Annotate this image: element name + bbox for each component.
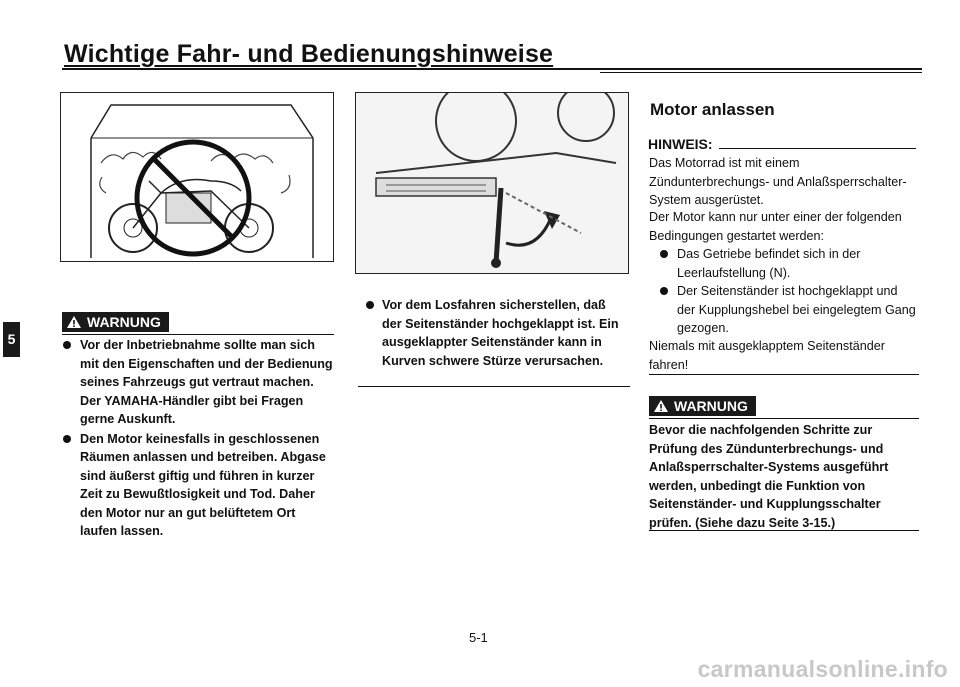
- left-warning-list: [60, 336, 335, 541]
- list-item: [358, 296, 628, 370]
- bullet-text: Vor dem Losfahren sicherstellen, daß der Seitenständer hochgeklappt ist. Ein ausgeklappter Seitenständer kann in Kurven schwere Stürze verursachen.: [382, 298, 619, 368]
- bullet-text: Vor der Inbetriebnahme sollte man sich mit den Eigenschaften und der Bedienung seines Fahrzeugs gut vertraut machen. Der YAMAHA-Händler gibt bei Fragen gerne Auskunft.: [80, 338, 333, 426]
- bullet-text: Das Getriebe befindet sich in der Leerlaufstellung (N).: [677, 247, 861, 280]
- warning-triangle-icon: [66, 315, 82, 329]
- chapter-tab: 5: [3, 322, 20, 357]
- header-rule-secondary: [600, 72, 922, 73]
- list-item: [60, 430, 335, 541]
- note-closing: Niemals mit ausgeklapptem Seitenständer fahren!: [649, 339, 885, 372]
- bullet-dot: [660, 287, 668, 295]
- warning-rule-right: [649, 418, 919, 419]
- closed-garage-illustration: [60, 92, 334, 262]
- section-title: Motor anlassen: [650, 100, 775, 119]
- side-stand-drawing: [356, 93, 628, 273]
- bullet-text: Der Seitenständer ist hochgeklappt und der Kupplungshebel bei eingelegtem Gang gezogen.: [677, 284, 916, 335]
- side-stand-illustration: [355, 92, 629, 274]
- warning-end-rule-right: [649, 530, 919, 531]
- list-item: [60, 336, 335, 429]
- note-heading: HINWEIS:: [648, 136, 713, 152]
- bullet-dot: [63, 435, 71, 443]
- bullet-dot: [366, 301, 374, 309]
- page-number: 5-1: [469, 630, 488, 645]
- watermark: carmanualsonline.info: [697, 656, 948, 682]
- motorcycle-garage-drawing: [61, 93, 333, 261]
- warning-badge-right: [649, 396, 756, 416]
- middle-end-rule: [358, 386, 630, 387]
- note-heading-row: [648, 136, 916, 152]
- warning-triangle-icon: [653, 399, 669, 413]
- list-item: [649, 245, 919, 282]
- note-condition: Der Motor kann nur unter einer der folgenden Bedingungen gestartet werden:: [649, 210, 902, 243]
- bullet-dot: [660, 250, 668, 258]
- page-title: Wichtige Fahr- und Bedienungshinweise: [64, 40, 554, 68]
- warning-label-right: WARNUNG: [674, 398, 748, 414]
- bullet-dot: [63, 341, 71, 349]
- note-heading-rule: [719, 148, 916, 149]
- warning-badge-left: [62, 312, 169, 332]
- middle-warning-list: [358, 296, 628, 370]
- note-end-rule: [649, 374, 919, 375]
- header-rule: [62, 68, 922, 70]
- note-intro: Das Motorrad ist mit einem Zündunterbrechungs- und Anlaßsperrschalter-System ausgerüstet.: [649, 156, 907, 207]
- note-condition-list: [649, 245, 919, 338]
- bullet-text: Den Motor keinesfalls in geschlossenen Räumen anlassen und betreiben. Abgase sind äußerst giftig und führen in kurzer Zeit zu Bewußtlosigkeit und Tod. Daher den Motor nur an gut belüftetem Ort laufen lassen.: [80, 431, 326, 538]
- warning-text-right: Bevor die nachfolgenden Schritte zur Prüfung des Zündunterbrechungs- und Anlaßsperrschalter-Systems ausgeführt werden, unbedingt die Funktion von Seitenständer- und Kupplungsschalter prüfen. (Siehe dazu Seite 3-15.): [649, 423, 889, 530]
- warning-label-left: WARNUNG: [87, 314, 161, 330]
- list-item: [649, 282, 919, 338]
- warning-rule-left: [62, 334, 334, 335]
